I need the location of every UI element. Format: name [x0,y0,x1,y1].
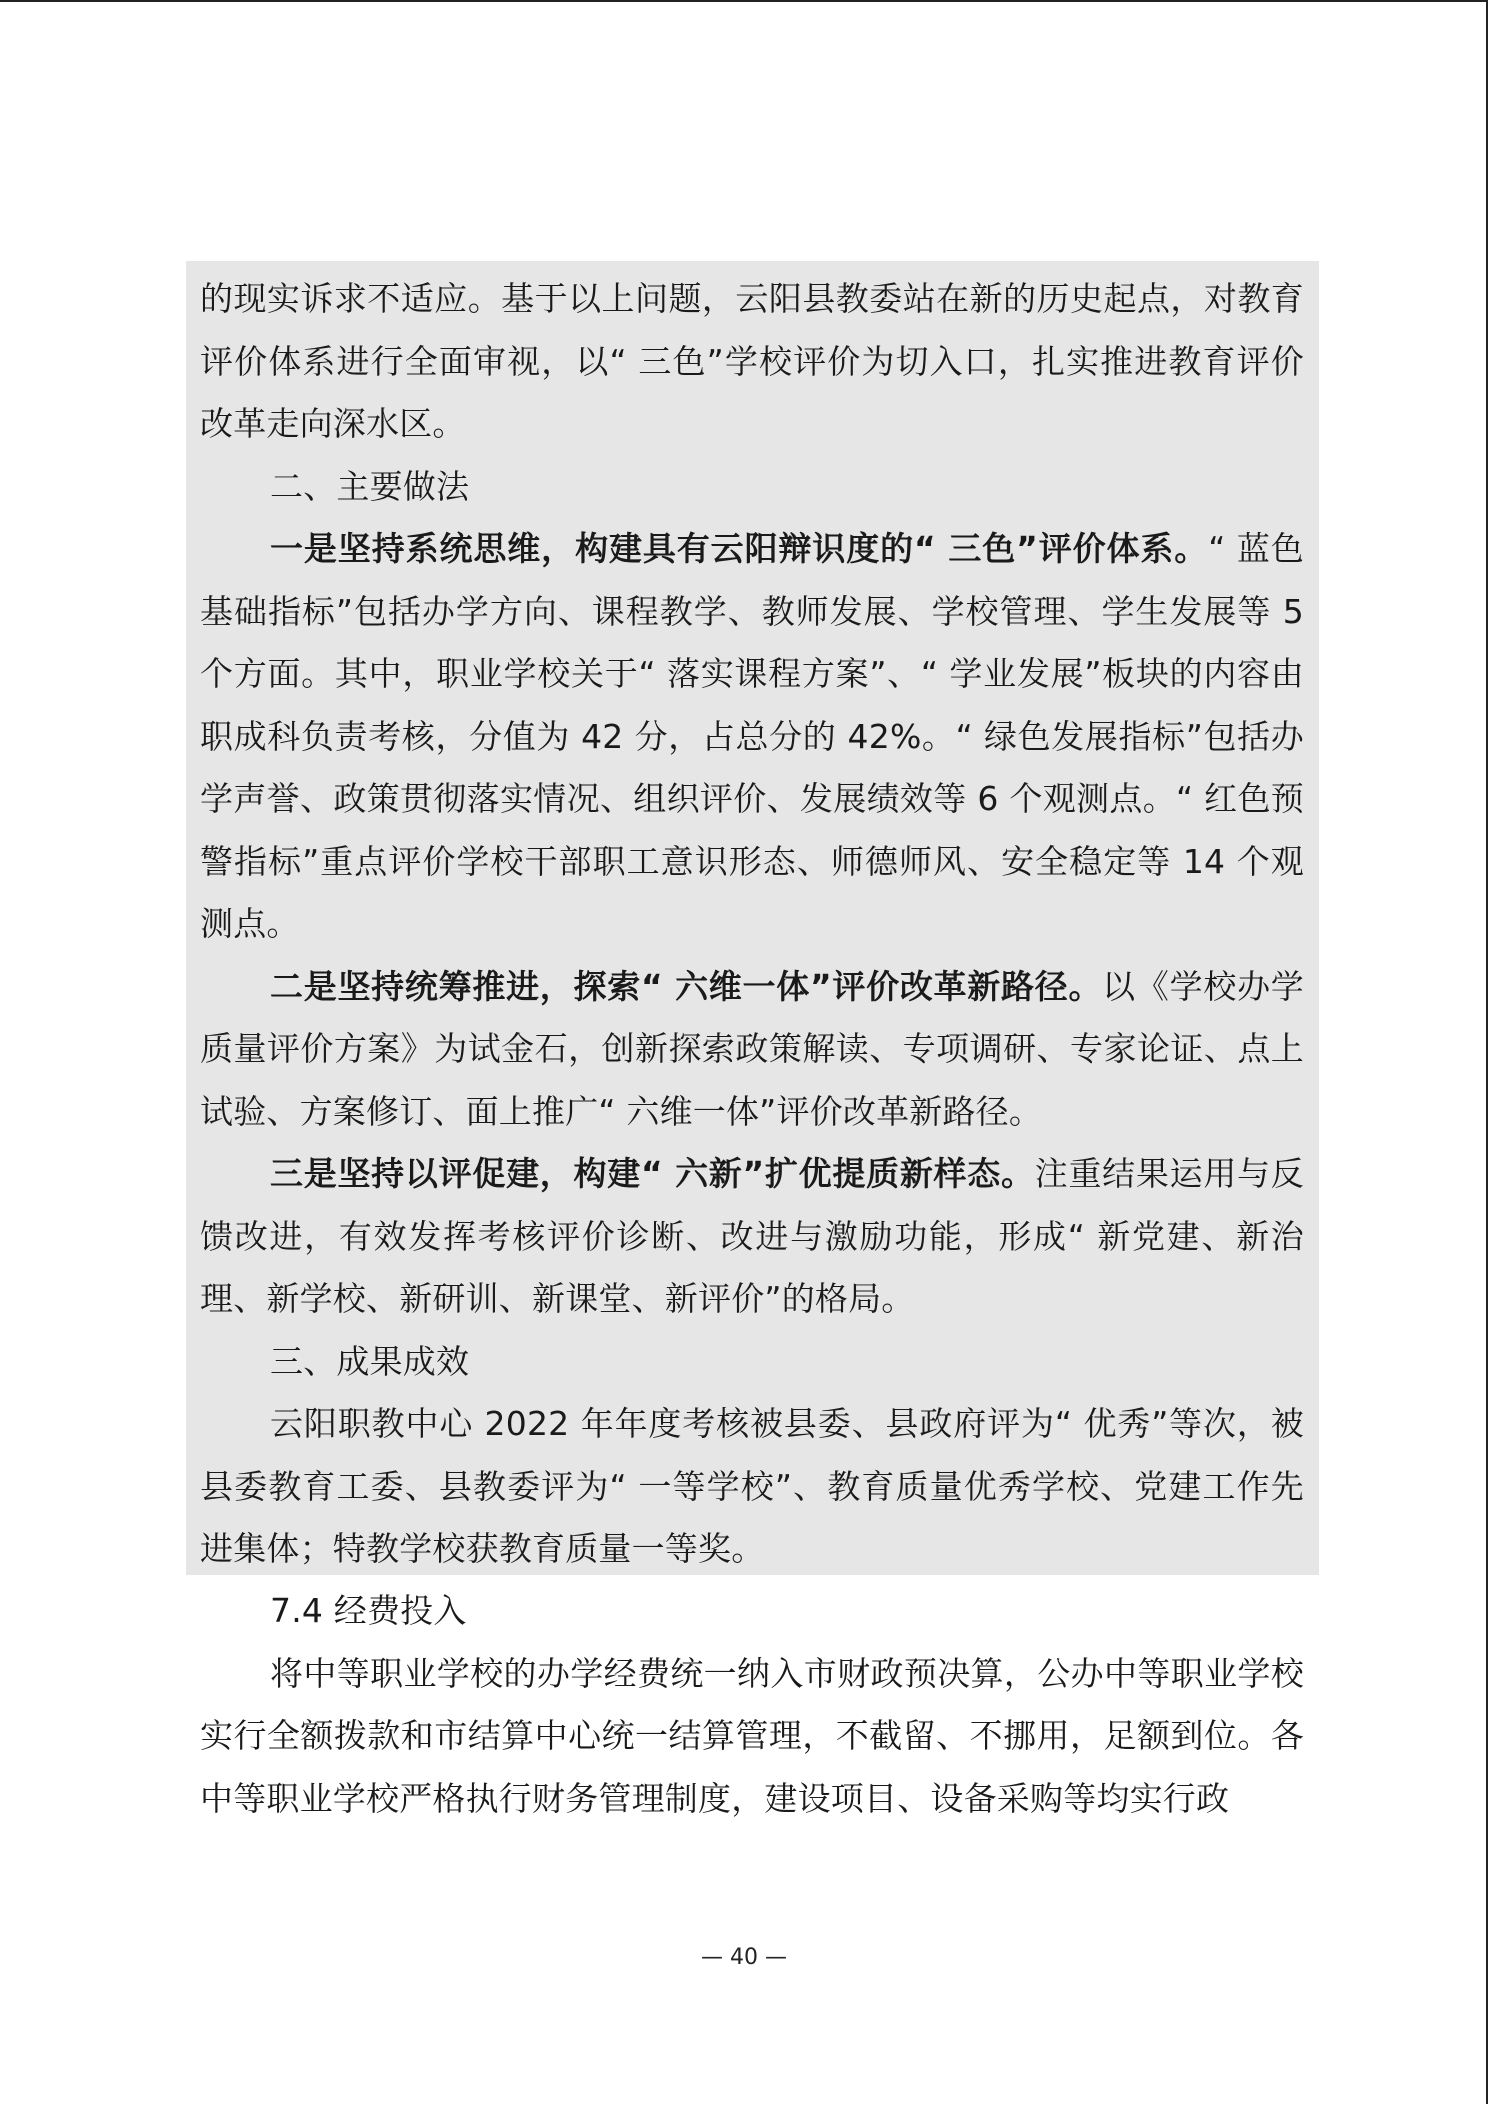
heading-funding: 7.4 经费投入 [270,1591,467,1630]
practice-1-body: “ 蓝色基础指标”包括办学方向、课程教学、教师发展、学校管理、学生发展等 5 个方面。其中，职业学校关于“ 落实课程方案”、“ 学业发展”板块的内容由职成科负责考核，分值为 42 分，占总分的 42%。“ 绿色发展指标”包括办学声誉、政策贯彻落实情况、组织评价、发展绩效等 6 个观测点。“ 红色预警指标”重点评价学校干部职工意识形态、师德师风、安全稳定等 14 个观测点。 [200,529,1305,943]
practice-2-lead: 二是坚持统筹推进，探索“ 六维一体”评价改革新路径。 [270,966,1103,1006]
practice-3-body: 注重结果运用与反馈改进，有效发挥考核评价诊断、改进与激励功能，形成“ 新党建、新治理、新学校、新研训、新课堂、新评价”的格局。 [200,1154,1304,1318]
case-study-text [200,268,1304,1581]
funding-section [200,1580,1304,1830]
page-number: — 40 — [701,1945,787,1970]
paragraph-practice-3 [200,1143,1304,1331]
paragraph-funding: 将中等职业学校的办学经费统一纳入市财政预决算，公办中等职业学校实行全额拨款和市结算中心统一结算管理，不截留、不挪用，足额到位。各中等职业学校严格执行财务管理制度，建设项目、设备采购等均实行政 [200,1653,1304,1818]
paragraph-practice-2 [200,956,1304,1144]
paragraph-continuation: 的现实诉求不适应。基于以上问题，云阳县教委站在新的历史起点，对教育评价体系进行全面审视，以“ 三色”学校评价为切入口，扎实推进教育评价改革走向深水区。 [200,279,1304,443]
practice-2-body: 以《学校办学质量评价方案》为试金石，创新探索政策解读、专项调研、专家论证、点上试验、方案修订、面上推广“ 六维一体”评价改革新路径。 [200,966,1304,1131]
practice-1-lead: 一是坚持系统思维，构建具有云阳辩识度的“ 三色”评价体系。 [270,529,1209,568]
paragraph-practice-1 [200,518,1304,956]
page-border-top [0,0,1488,2]
paragraph-results: 云阳职教中心 2022 年年度考核被县委、县政府评为“ 优秀”等次，被县委教育工委、县教委评为“ 一等学校”、教育质量优秀学校、党建工作先进集体；特教学校获教育质量一等奖。 [200,1404,1304,1568]
heading-main-practices: 二、主要做法 [270,466,470,506]
heading-results: 三、成果成效 [270,1341,470,1381]
practice-3-lead: 三是坚持以评促建，构建“ 六新”扩优提质新样态。 [270,1154,1035,1193]
